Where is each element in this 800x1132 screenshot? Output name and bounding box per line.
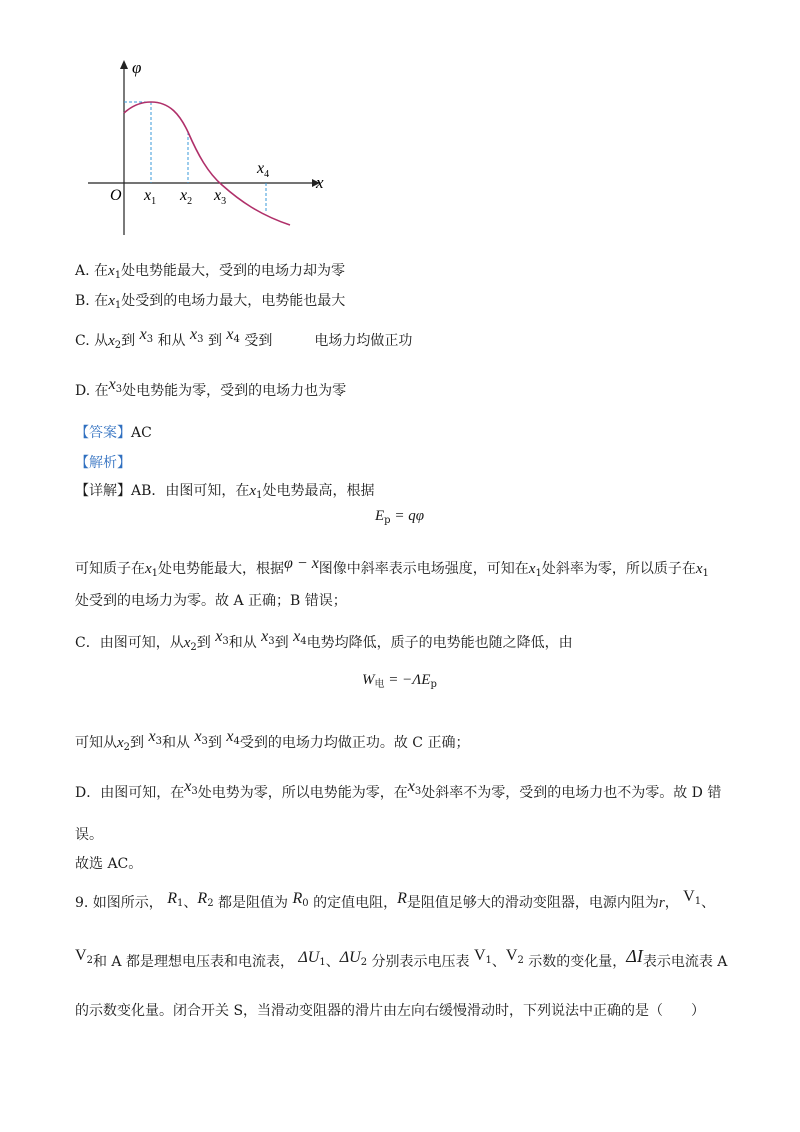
analysis-tag: 【解析】 <box>75 455 131 471</box>
detail-ab-line-2: 可知质子在$x_1$处电势能最大，根据φ − x图像中斜率表示电场强度，可知在$x_1$处斜率为零，所以质子在$x_1$ <box>75 555 709 579</box>
option-d: D. 在$x^3$处电势能为零，受到的电场力也为零 <box>75 376 347 399</box>
phi-x-graph <box>80 55 340 240</box>
detail-ab-line: 【详解】AB．由图可知，在$x_1$处电势最高，根据 <box>75 483 375 501</box>
detail-c-line: C．由图可知，从$x_2$到 $x^3$和从 $x^3$到 $x^4$电势均降低，质子的电势能也随之降低，由 <box>75 628 573 653</box>
choose-line: 故选 AC。 <box>75 856 143 872</box>
x4-label: $x_4$ <box>257 160 270 180</box>
answer-line <box>75 422 152 442</box>
x-axis-label: x <box>316 173 324 192</box>
q9-line-1: 9. 如图所示， $R_1$、$R_2$ 都是阻值为 $R_0$ 的定值电阻，R是阻值足够大的滑动变阻器，电源内阻为r， $V^1$、 <box>75 888 716 911</box>
detail-d-line-2: 误。 <box>75 827 103 843</box>
option-b: B. 在$x_1$处受到的电场力最大，电势能也最大 <box>75 293 346 311</box>
detail-c-line-2: 可知从$x_2$到 $x^3$和从 $x^3$到 $x^4$受到的电场力均做正功。故 C 正确； <box>75 728 470 753</box>
detail-d-line: D．由图可知，在$x^3$处电势为零，所以电势能为零，在$x^3$处斜率不为零，受到的电场力也不为零。故 D 错 <box>75 778 722 801</box>
x1-label: $x_1$ <box>144 187 157 207</box>
analysis-line <box>75 452 131 472</box>
origin-label: O <box>110 187 122 204</box>
equation-work: $W_电 = -\Lambda E_p$ <box>362 672 437 690</box>
y-axis-label: φ <box>132 58 142 77</box>
x3-label: $x_3$ <box>214 187 227 207</box>
detail-tag: 【详解】 <box>75 483 131 499</box>
y-axis-arrow-icon <box>120 60 128 69</box>
potential-curve <box>124 102 290 225</box>
q9-line-3: 的示数变化量。闭合开关 S，当滑动变阻器的滑片由左向右缓慢滑动时，下列说法中正确的是（ ） <box>75 1003 706 1019</box>
q9-line-2: $V^2$和 A 都是理想电压表和电流表， $\Delta U_1$、$\Delta U_2$ 分别表示电压表 $V^1$、$V^2$ 示数的变化量，ΔI表示电流表 A <box>75 946 728 970</box>
option-a: A. 在$x_1$处电势能最大，受到的电场力却为零 <box>75 263 346 281</box>
x2-label: $x_2$ <box>180 187 193 207</box>
answer-tag: 【答案】 <box>75 425 131 441</box>
detail-ab-line-3: 处受到的电场力为零。故 A 正确；B 错误； <box>75 593 347 609</box>
option-c: C. 从$x_2$到 $x^3$ 和从 $x^3$ 到 $x^4$ 受到 电场力均做正功 <box>75 326 413 351</box>
equation-ep: $E_p = q\varphi$ <box>375 508 424 526</box>
answer-value: AC <box>131 425 152 441</box>
